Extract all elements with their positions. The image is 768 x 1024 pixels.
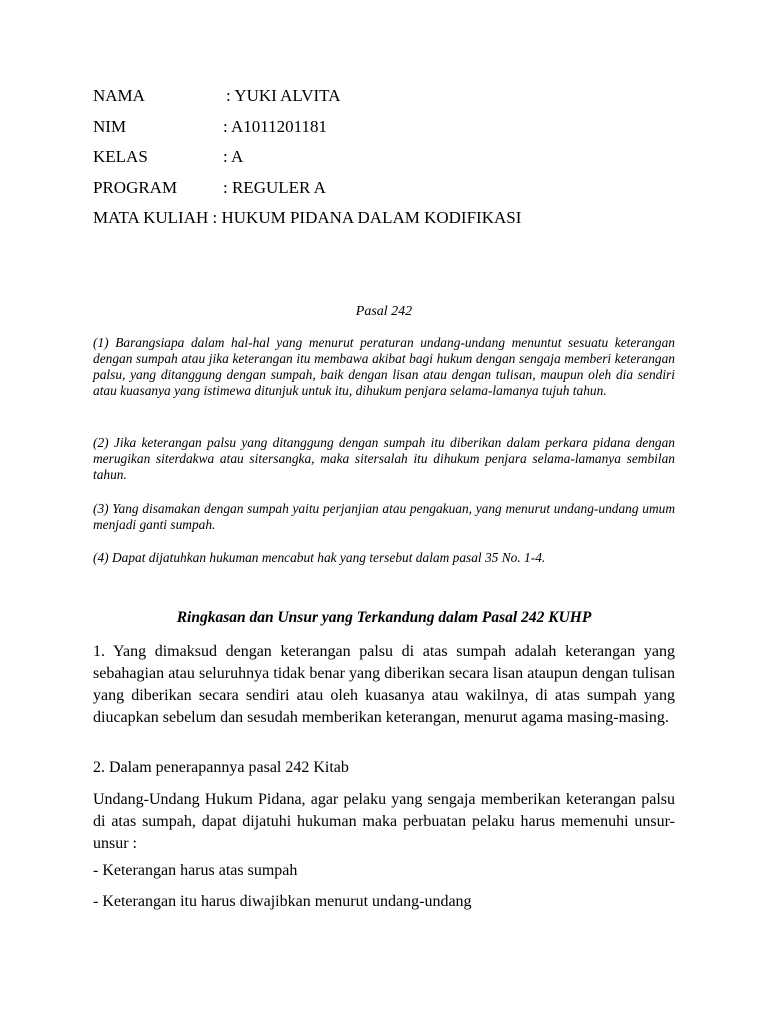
kelas-value: : A bbox=[223, 147, 244, 166]
info-row-nama bbox=[93, 86, 693, 106]
pasal-paragraph-4: (4) Dapat dijatuhkan hukuman mencabut hak yang tersebut dalam pasal 35 No. 1-4. bbox=[93, 550, 546, 565]
student-info bbox=[93, 86, 693, 239]
info-row-kelas bbox=[93, 147, 693, 167]
pasal-paragraph-2: (2) Jika keterangan palsu yang ditanggung dengan sumpah itu diberikan dalam perkara pidana dengan merugikan siterdakwa atau sitersangka, maka sitersalah itu dihukum penjara selama-lamanya sembilan tahun. bbox=[93, 435, 675, 482]
info-row-program bbox=[93, 178, 693, 198]
pasal-title: Pasal 242 bbox=[355, 304, 413, 319]
summary-bullet-1: - Keterangan harus atas sumpah bbox=[93, 862, 298, 879]
info-row-nim bbox=[93, 117, 693, 137]
summary-title: Ringkasan dan Unsur yang Terkandung dalam Pasal 242 KUHP bbox=[176, 609, 592, 626]
nama-label: NAMA bbox=[93, 86, 145, 105]
pasal-paragraph-3: (3) Yang disamakan dengan sumpah yaitu perjanjian atau pengakuan, yang menurut undang-undang umum menjadi ganti sumpah. bbox=[93, 501, 675, 532]
program-value: : REGULER A bbox=[223, 177, 326, 197]
nim-label: NIM bbox=[93, 116, 127, 136]
nama-value: : YUKI ALVITA bbox=[226, 86, 341, 105]
mata-kuliah-value: : HUKUM PIDANA DALAM KODIFIKASI bbox=[212, 208, 522, 227]
pasal-paragraph-1: (1) Barangsiapa dalam hal-hal yang menurut peraturan undang-undang menuntut sesuatu keterangan dengan sumpah atau jika keterangan itu membawa akibat bagi hukum dengan sengaja memberi keterangan palsu, yang ditanggung dengan sumpah, baik dengan lisan atau dengan tulisan, maupun oleh dia sendiri atau kuasanya yang istimewa ditunjuk untuk itu, dihukum penjara selama-lamanya tujuh tahun. bbox=[93, 335, 675, 398]
nim-value: : A1011201181 bbox=[223, 116, 328, 136]
summary-paragraph-3: Undang-Undang Hukum Pidana, agar pelaku yang sengaja memberikan keterangan palsu di atas sumpah, dapat dijatuhi hukuman maka perbuatan pelaku harus memenuhi unsur-unsur : bbox=[93, 791, 675, 852]
mata-kuliah-label: MATA KULIAH bbox=[93, 208, 209, 227]
info-row-mata-kuliah bbox=[93, 208, 693, 228]
summary-bullet-2: - Keterangan itu harus diwajibkan menurut undang-undang bbox=[93, 893, 472, 910]
summary-paragraph-1: 1. Yang dimaksud dengan keterangan palsu di atas sumpah adalah keterangan yang sebahagian atau seluruhnya tidak benar yang diberikan secara lisan ataupun dengan tulisan yang diberikan secara sendiri atau oleh kuasanya atau wakilnya, di atas sumpah yang diucapkan sebelum dan sesudah memberikan keterangan, menurut agama masing-masing. bbox=[93, 643, 675, 726]
summary-paragraph-2: 2. Dalam penerapannya pasal 242 Kitab bbox=[93, 759, 349, 776]
program-label: PROGRAM bbox=[93, 177, 178, 197]
kelas-label: KELAS bbox=[93, 147, 148, 166]
